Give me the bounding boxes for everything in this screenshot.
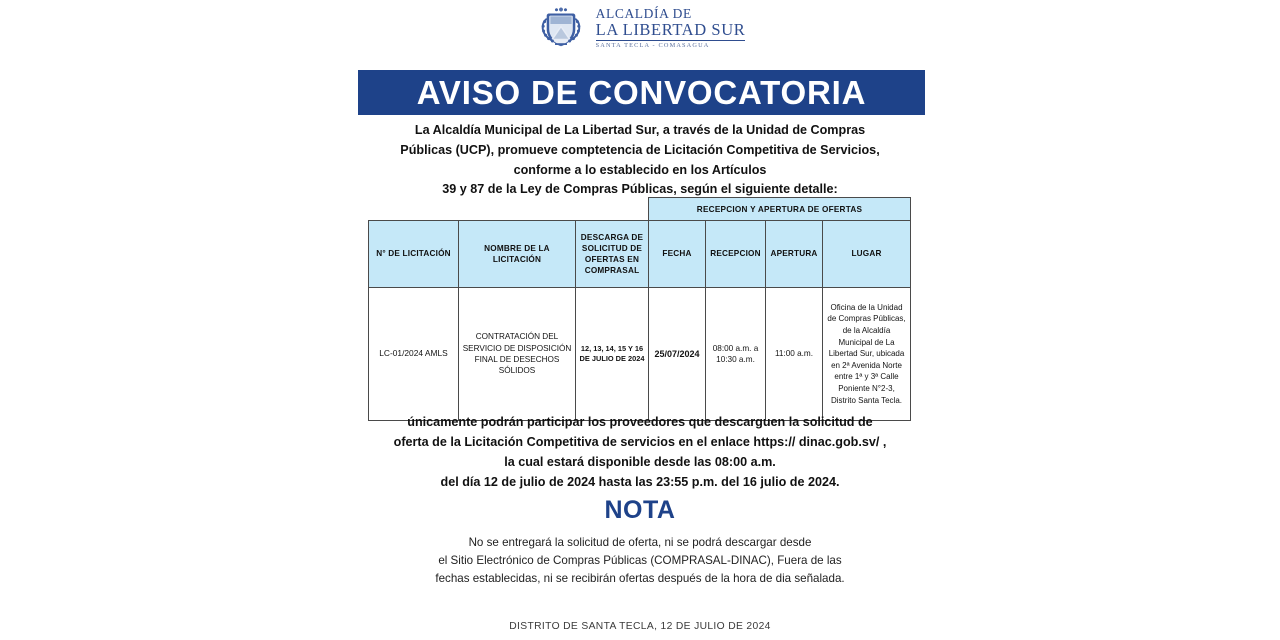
logo-subtitle: SANTA TECLA - COMASAGUA: [595, 42, 710, 50]
institution-header: [0, 4, 1280, 52]
nota-heading: NOTA: [604, 496, 676, 524]
spacer-cell: [576, 198, 649, 221]
cell-recepcion: 08:00 a.m. a 10:30 a.m.: [706, 288, 766, 421]
table-row: [369, 288, 911, 421]
column-header-numero: N° DE LICITACIÓN: [369, 221, 459, 288]
intro-paragraph: [340, 121, 940, 200]
title-banner: [358, 70, 925, 115]
participation-paragraph: [340, 413, 940, 493]
cell-lugar: Oficina de la Unidad de Compras Públicas, de la Alcaldía Municipal de La Libertad Sur, ubicada en 2ª Avenida Norte entre 1ª y 3ª Calle Poniente N°2-3, Distrito Santa Tecla.: [823, 288, 911, 421]
spacer-cell: [459, 198, 576, 221]
mid-line-1: únicamente podrán participar los proveedores que descarguen la solicitud de: [407, 415, 873, 429]
institution-name: [596, 7, 746, 50]
mid-line-4: del día 12 de julio de 2024 hasta las 23:55 p.m. del 16 julio de 2024.: [440, 474, 840, 489]
banner-title: AVISO DE CONVOCATORIA: [416, 73, 867, 111]
nota-line-3: fechas establecidas, ni se recibirán ofertas después de la hora de dia señalada.: [435, 571, 845, 585]
logo-line-1: ALCALDÍA DE: [595, 5, 692, 21]
column-header-fecha: FECHA: [649, 221, 706, 288]
group-header-recepcion-apertura: RECEPCION Y APERTURA DE OFERTAS: [649, 198, 911, 221]
mid-line-2: oferta de la Licitación Competitiva de servicios en el enlace https:// dinac.gob.sv/ ,: [393, 434, 887, 449]
document-footer: DISTRITO DE SANTA TECLA, 12 DE JULIO DE 2024: [509, 621, 771, 632]
mid-line-3: la cual estará disponible desde las 08:00 a.m.: [504, 454, 776, 469]
column-header-descarga: DESCARGA DE SOLICITUD DE OFERTAS EN COMPRASAL: [576, 221, 649, 288]
intro-line-2: Públicas (UCP), promueve comptetencia de Licitación Competitiva de Servicios,: [400, 142, 880, 157]
table-group-header-row: [369, 198, 911, 221]
cell-apertura: 11:00 a.m.: [766, 288, 823, 421]
tender-table: [368, 197, 911, 421]
column-header-apertura: APERTURA: [766, 221, 823, 288]
column-header-nombre: NOMBRE DE LA LICITACIÓN: [459, 221, 576, 288]
tender-table-wrapper: [368, 197, 910, 421]
column-header-lugar: LUGAR: [823, 221, 911, 288]
logo-line-2: LA LIBERTAD SUR: [595, 20, 746, 40]
nota-line-2: el Sitio Electrónico de Compras Públicas (COMPRASAL-DINAC), Fuera de las: [438, 553, 842, 567]
column-header-recepcion: RECEPCION: [706, 221, 766, 288]
coat-of-arms-shield-icon: [535, 4, 587, 52]
spacer-cell: [369, 198, 459, 221]
intro-line-3: conforme a lo establecido en los Artículos: [513, 162, 767, 177]
cell-nombre: CONTRATACIÓN DEL SERVICIO DE DISPOSICIÓN FINAL DE DESECHOS SÓLIDOS: [459, 288, 576, 421]
nota-paragraph: [340, 534, 940, 588]
cell-descarga: 12, 13, 14, 15 Y 16 DE JULIO DE 2024: [576, 288, 649, 421]
intro-line-4: 39 y 87 de la Ley de Compras Públicas, según el siguiente detalle:: [442, 182, 838, 197]
cell-fecha: 25/07/2024: [649, 288, 706, 421]
nota-line-1: No se entregará la solicitud de oferta, ni se podrá descargar desde: [468, 536, 812, 549]
intro-line-1: La Alcaldía Municipal de La Libertad Sur, a través de la Unidad de Compras: [414, 123, 866, 137]
cell-numero: LC-01/2024 AMLS: [369, 288, 459, 421]
table-header-row: [369, 221, 911, 288]
